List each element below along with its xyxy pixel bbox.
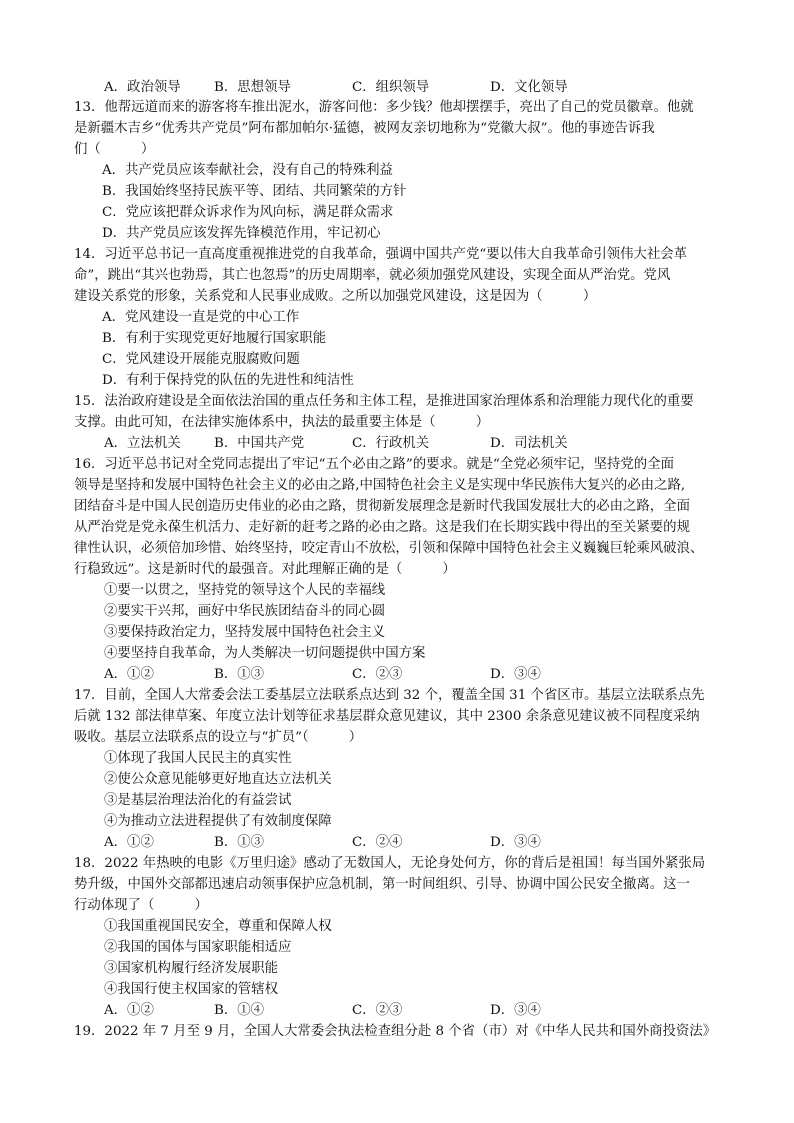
q17-option-d: D．③④ bbox=[490, 835, 541, 850]
q18-stem-line: 势升级，中国外交部都迅速启动领事保护应急机制，第一时间组织、引导、协调中国公民安全撤离。这一 bbox=[74, 877, 690, 892]
q14-option-b: B．有利于实现党更好地履行国家职能 bbox=[102, 331, 327, 346]
q12-option-d: D．文化领导 bbox=[490, 80, 568, 95]
q17-stem-line: 后就 132 部法律草案、年度立法计划等征求基层群众意见建议，其中 2300 余条意见建议被不同程度采纳 bbox=[74, 709, 700, 724]
q16-item: ④要坚持自我革命，为人类解决一切问题提供中国方案 bbox=[104, 646, 426, 661]
q18-option-d: D．③④ bbox=[490, 1003, 541, 1018]
q14-option-c: C．党风建设开展能克服腐败问题 bbox=[102, 352, 300, 367]
q15-option-c: C．行政机关 bbox=[352, 436, 430, 451]
q17-item: ③是基层治理法治化的有益尝试 bbox=[104, 793, 292, 808]
q17-stem-line: 吸收。基层立法联系点的设立与“扩员”（ ） bbox=[74, 730, 363, 745]
q12-option-a: A．政治领导 bbox=[104, 80, 181, 95]
q17-item: ②使公众意见能够更好地直达立法机关 bbox=[104, 772, 332, 787]
q18-stem-line: 18．2022 年热映的电影《万里归途》感动了无数国人，无论身处何方，你的背后是祖国！每当国外紧张局 bbox=[74, 856, 706, 871]
q17-option-a: A．①② bbox=[104, 835, 154, 850]
q13-option-d: D．共产党员应该发挥先锋模范作用，牢记初心 bbox=[102, 226, 381, 241]
q16-stem-line: 16．习近平总书记对全党同志提出了牢记“五个必由之路”的要求。就是“全党必须牢记，坚持党的全面 bbox=[74, 457, 674, 472]
q16-option-d: D．③④ bbox=[490, 667, 541, 682]
q17-option-c: C．②④ bbox=[352, 835, 403, 850]
q14-stem-line: 14．习近平总书记一直高度重视推进党的自我革命，强调中国共产党“要以伟大自我革命引领伟大社会革 bbox=[74, 247, 688, 262]
q15-option-a: A．立法机关 bbox=[104, 436, 181, 451]
q18-option-b: B．①④ bbox=[214, 1003, 265, 1018]
q16-option-a: A．①② bbox=[104, 667, 154, 682]
q14-option-a: A．党风建设一直是党的中心工作 bbox=[102, 310, 300, 325]
q12-option-c: C．组织领导 bbox=[352, 80, 430, 95]
q14-option-d: D．有利于保持党的队伍的先进性和纯洁性 bbox=[102, 373, 354, 388]
q18-item: ③国家机构履行经济发展职能 bbox=[104, 961, 279, 976]
q18-item: ②我国的国体与国家职能相适应 bbox=[104, 940, 292, 955]
q13-option-a: A．共产党员应该奉献社会，没有自己的特殊利益 bbox=[102, 163, 393, 178]
q15-stem-line: 15．法治政府建设是全面依法治国的重点任务和主体工程，是推进国家治理体系和治理能力现代化的重要 bbox=[74, 394, 694, 409]
q15-option-d: D．司法机关 bbox=[490, 436, 568, 451]
q16-option-b: B．①③ bbox=[214, 667, 265, 682]
q15-stem-line: 支撑。由此可知，在法律实施体系中，执法的最重要主体是（ ） bbox=[74, 415, 490, 430]
q16-item: ③要保持政治定力，坚持发展中国特色社会主义 bbox=[104, 625, 386, 640]
q17-item: ④为推动立法进程提供了有效制度保障 bbox=[104, 814, 332, 829]
q13-option-b: B．我国始终坚持民族平等、团结、共同繁荣的方针 bbox=[102, 184, 407, 199]
q15-option-b: B．中国共产党 bbox=[214, 436, 305, 451]
q13-stem-line: 们（ ） bbox=[74, 142, 155, 157]
q13-stem-line: 是新疆木吉乡“优秀共产党员”阿布都加帕尔·猛德，被网友亲切地称为“党徽大叔”。他的事迹告诉我 bbox=[74, 121, 655, 136]
q16-item: ②要实干兴邦，画好中华民族团结奋斗的同心圆 bbox=[104, 604, 386, 619]
q13-option-c: C．党应该把群众诉求作为风向标，满足群众需求 bbox=[102, 205, 394, 220]
q13-stem-line: 13．他帮远道而来的游客将车推出泥水，游客问他：多少钱？他却摆摆手，亮出了自己的党员徽章。他就 bbox=[74, 100, 694, 115]
q19-stem-line: 19．2022 年 7 月至 9 月，全国人大常委会执法检查组分赴 8 个省（市）对《中华人民共和国外商投资法》 bbox=[74, 1024, 717, 1039]
q17-stem-line: 17．目前，全国人大常委会法工委基层立法联系点达到 32 个，覆盖全国 31 个省区市。基层立法联系点先 bbox=[74, 688, 705, 703]
q18-stem-line: 行动体现了（ ） bbox=[74, 898, 208, 913]
q18-option-c: C．②③ bbox=[352, 1003, 403, 1018]
q16-option-c: C．②③ bbox=[352, 667, 403, 682]
q18-item: ①我国重视国民安全，尊重和保障人权 bbox=[104, 919, 332, 934]
q17-item: ①体现了我国人民民主的真实性 bbox=[104, 751, 292, 766]
q14-stem-line: 命”，跳出“其兴也勃焉，其亡也忽焉”的历史周期率，就必须加强党风建设，实现全面从严治党。党风 bbox=[74, 268, 671, 283]
q16-stem-line: 律性认识，必须倍加珍惜、始终坚持，咬定青山不放松，引领和保障中国特色社会主义巍巍巨轮乘风破浪、 bbox=[74, 541, 704, 556]
q16-item: ①要一以贯之，坚持党的领导这个人民的幸福线 bbox=[104, 583, 386, 598]
q12-option-b: B．思想领导 bbox=[214, 80, 291, 95]
q17-option-b: B．①③ bbox=[214, 835, 265, 850]
q16-stem-line: 从严治党是党永葆生机活力、走好新的赶考之路的必由之路。这是我们在长期实践中得出的至关紧要的规 bbox=[74, 520, 690, 535]
q14-stem-line: 建设关系党的形象，关系党和人民事业成败。之所以加强党风建设，这是因为（ ） bbox=[74, 289, 597, 304]
q18-option-a: A．①② bbox=[104, 1003, 154, 1018]
q18-item: ④我国行使主权国家的管辖权 bbox=[104, 982, 279, 997]
q16-stem-line: 领导是坚持和发展中国特色社会主义的必由之路,中国特色社会主义是实现中华民族伟大复兴的必由之路, bbox=[74, 478, 686, 493]
q16-stem-line: 团结奋斗是中国人民创造历史伟业的必由之路，贯彻新发展理念是新时代我国发展壮大的必由之路，全面 bbox=[74, 499, 690, 514]
q16-stem-line: 行稳致远”。这是新时代的最强音。对此理解正确的是（ ） bbox=[74, 562, 456, 577]
